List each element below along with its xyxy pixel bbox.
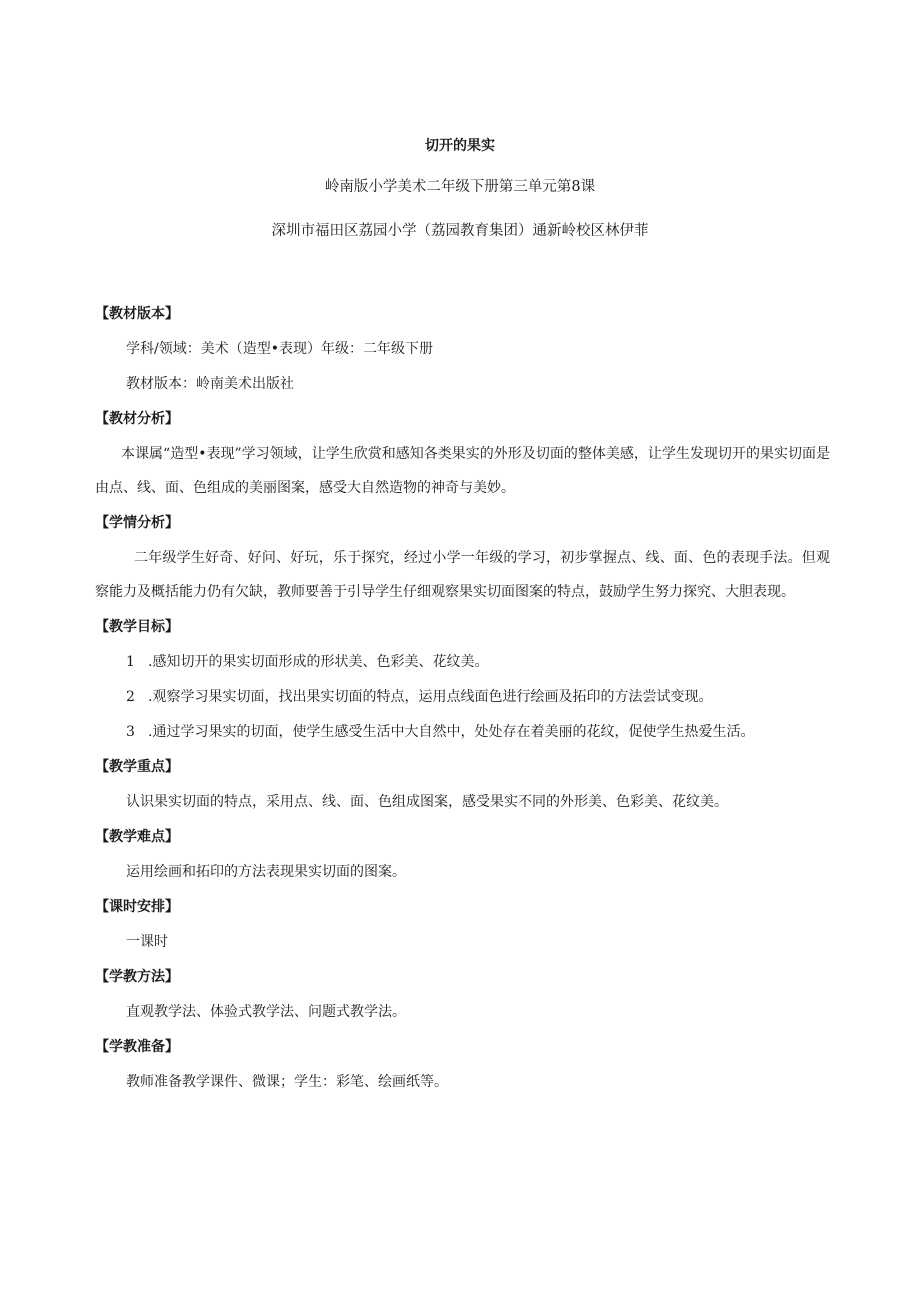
section-heading: 【教学难点】 bbox=[95, 829, 179, 845]
subject-line: 学科/领域：美术（造型•表现）年级：二年级下册 bbox=[126, 341, 433, 357]
section-methods bbox=[95, 966, 830, 1023]
section-heading: 【学教方法】 bbox=[95, 969, 179, 985]
goal-item bbox=[95, 686, 830, 708]
section-schedule bbox=[95, 896, 830, 953]
section-heading: 【教学重点】 bbox=[95, 759, 179, 775]
difficulties-text: 运用绘画和拓印的方法表现果实切面的图案。 bbox=[126, 864, 406, 880]
publisher-line: 教材版本：岭南美术出版社 bbox=[126, 376, 294, 392]
section-heading: 【课时安排】 bbox=[95, 899, 179, 915]
goal-number: 2 bbox=[126, 689, 135, 705]
goal-text: .观察学习果实切面，找出果实切面的特点，运用点线面色进行绘画及拓印的方法尝试变现。 bbox=[148, 689, 713, 705]
students-paragraph: 二年级学生好奇、好问、好玩，乐于探究，经过小学一年级的学习，初步掌握点、线、面、色的表现手法。但观察能力及概括能力仍有欠缺，教师要善于引导学生仔细观察果实切面图案的特点，鼓励学生努力探究、大胆表现。 bbox=[95, 550, 830, 600]
goal-item bbox=[95, 721, 830, 743]
document-title: 切开的果实 bbox=[425, 138, 495, 154]
document-author: 深圳市福田区荔园小学（荔园教育集团）通新岭校区林伊菲 bbox=[271, 223, 649, 239]
section-difficulties bbox=[95, 826, 830, 883]
methods-text: 直观教学法、体验式教学法、问题式教学法。 bbox=[126, 1004, 406, 1020]
section-goals bbox=[95, 616, 830, 743]
section-heading: 【学教准备】 bbox=[95, 1039, 179, 1055]
analysis-paragraph: 本课属“造型•表现”学习领域，让学生欣赏和感知各类果实的外形及切面的整体美感，让学生发现切开的果实切面是由点、线、面、色组成的美丽图案，感受大自然造物的神奇与美妙。 bbox=[95, 446, 830, 496]
preparation-text: 教师准备教学课件、微课；学生：彩笔、绘画纸等。 bbox=[126, 1074, 448, 1090]
goal-number: 3 bbox=[126, 724, 135, 740]
goal-number: 1 bbox=[126, 654, 135, 670]
section-heading: 【教材分析】 bbox=[95, 411, 179, 427]
section-students bbox=[95, 512, 830, 609]
section-heading: 【教材版本】 bbox=[95, 306, 179, 322]
key-points-text: 认识果实切面的特点，采用点、线、面、色组成图案，感受果实不同的外形美、色彩美、花纹美。 bbox=[126, 794, 728, 810]
goal-text: .通过学习果实的切面，使学生感受生活中大自然中，处处存在着美丽的花纹，促使学生热爱生活。 bbox=[148, 724, 755, 740]
section-heading: 【教学目标】 bbox=[95, 619, 179, 635]
document-subtitle: 岭南版小学美术二年级下册第三单元第8课 bbox=[324, 179, 596, 195]
section-key-points bbox=[95, 756, 830, 813]
document-body bbox=[95, 303, 830, 1106]
schedule-text: 一课时 bbox=[126, 934, 168, 950]
section-textbook bbox=[95, 303, 830, 395]
goal-text: .感知切开的果实切面形成的形状美、色彩美、花纹美。 bbox=[148, 654, 489, 670]
section-heading: 【学情分析】 bbox=[95, 515, 179, 531]
section-analysis bbox=[95, 408, 830, 505]
section-preparation bbox=[95, 1036, 830, 1093]
goal-item bbox=[95, 651, 830, 673]
